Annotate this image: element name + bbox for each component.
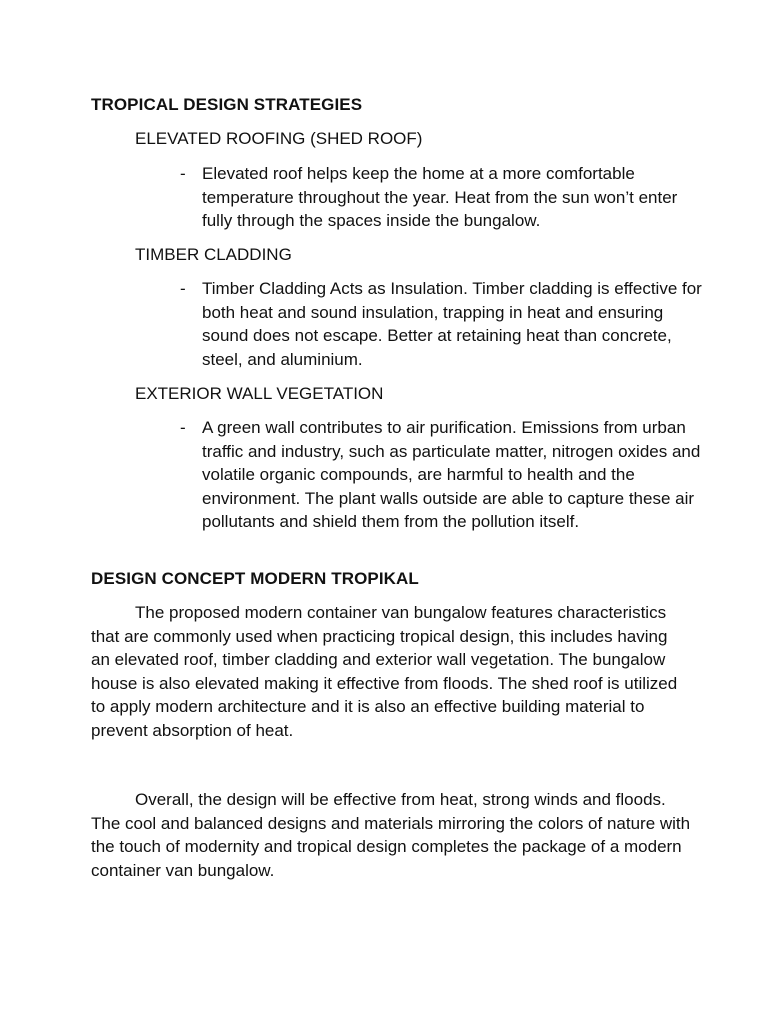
- paragraph-design-concept: The proposed modern container van bungalow features characteristics that are commonly used when practicing tropical design, this includes having an elevated roof, timber cladding and exterior wall vegetation. The bungalow house is also elevated making it effective from floods. The shed roof is utilized to apply modern architecture and it is also an effective building material to prevent absorption of heat.: [91, 603, 678, 740]
- bullet-text: Timber Cladding Acts as Insulation. Timber cladding is effective for both heat and sound insulation, trapping in heat and ensuring sound does not escape. Better at retaining heat than concrete, steel, and aluminium.: [202, 279, 702, 369]
- paragraph-overall: Overall, the design will be effective from heat, strong winds and floods. The cool and balanced designs and materials mirroring the colors of nature with the touch of modernity and tropical design completes the package of a modern container van bungalow.: [91, 790, 691, 880]
- subheading-elevated-roofing: ELEVATED ROOFING (SHED ROOF): [135, 129, 423, 148]
- section-title-tropical-design-strategies: TROPICAL DESIGN STRATEGIES: [91, 95, 363, 114]
- section-title-design-concept: DESIGN CONCEPT MODERN TROPIKAL: [91, 569, 419, 588]
- bullet-text: Elevated roof helps keep the home at a more comfortable temperature throughout the year. Heat from the sun won’t enter fully through the spaces inside the bungalow.: [202, 164, 678, 231]
- bullet-dash: -: [180, 279, 186, 298]
- bullet-dash: -: [180, 418, 186, 437]
- bullet-dash: -: [180, 164, 186, 183]
- subheading-exterior-wall-vegetation: EXTERIOR WALL VEGETATION: [135, 384, 384, 403]
- subheading-timber-cladding: TIMBER CLADDING: [135, 245, 292, 264]
- bullet-text: A green wall contributes to air purification. Emissions from urban traffic and industry, such as particulate matter, nitrogen oxides and volatile organic compounds, are harmful to health and the environment. The plant walls outside are able to capture these air pollutants and shield them from the pollution itself.: [202, 418, 701, 532]
